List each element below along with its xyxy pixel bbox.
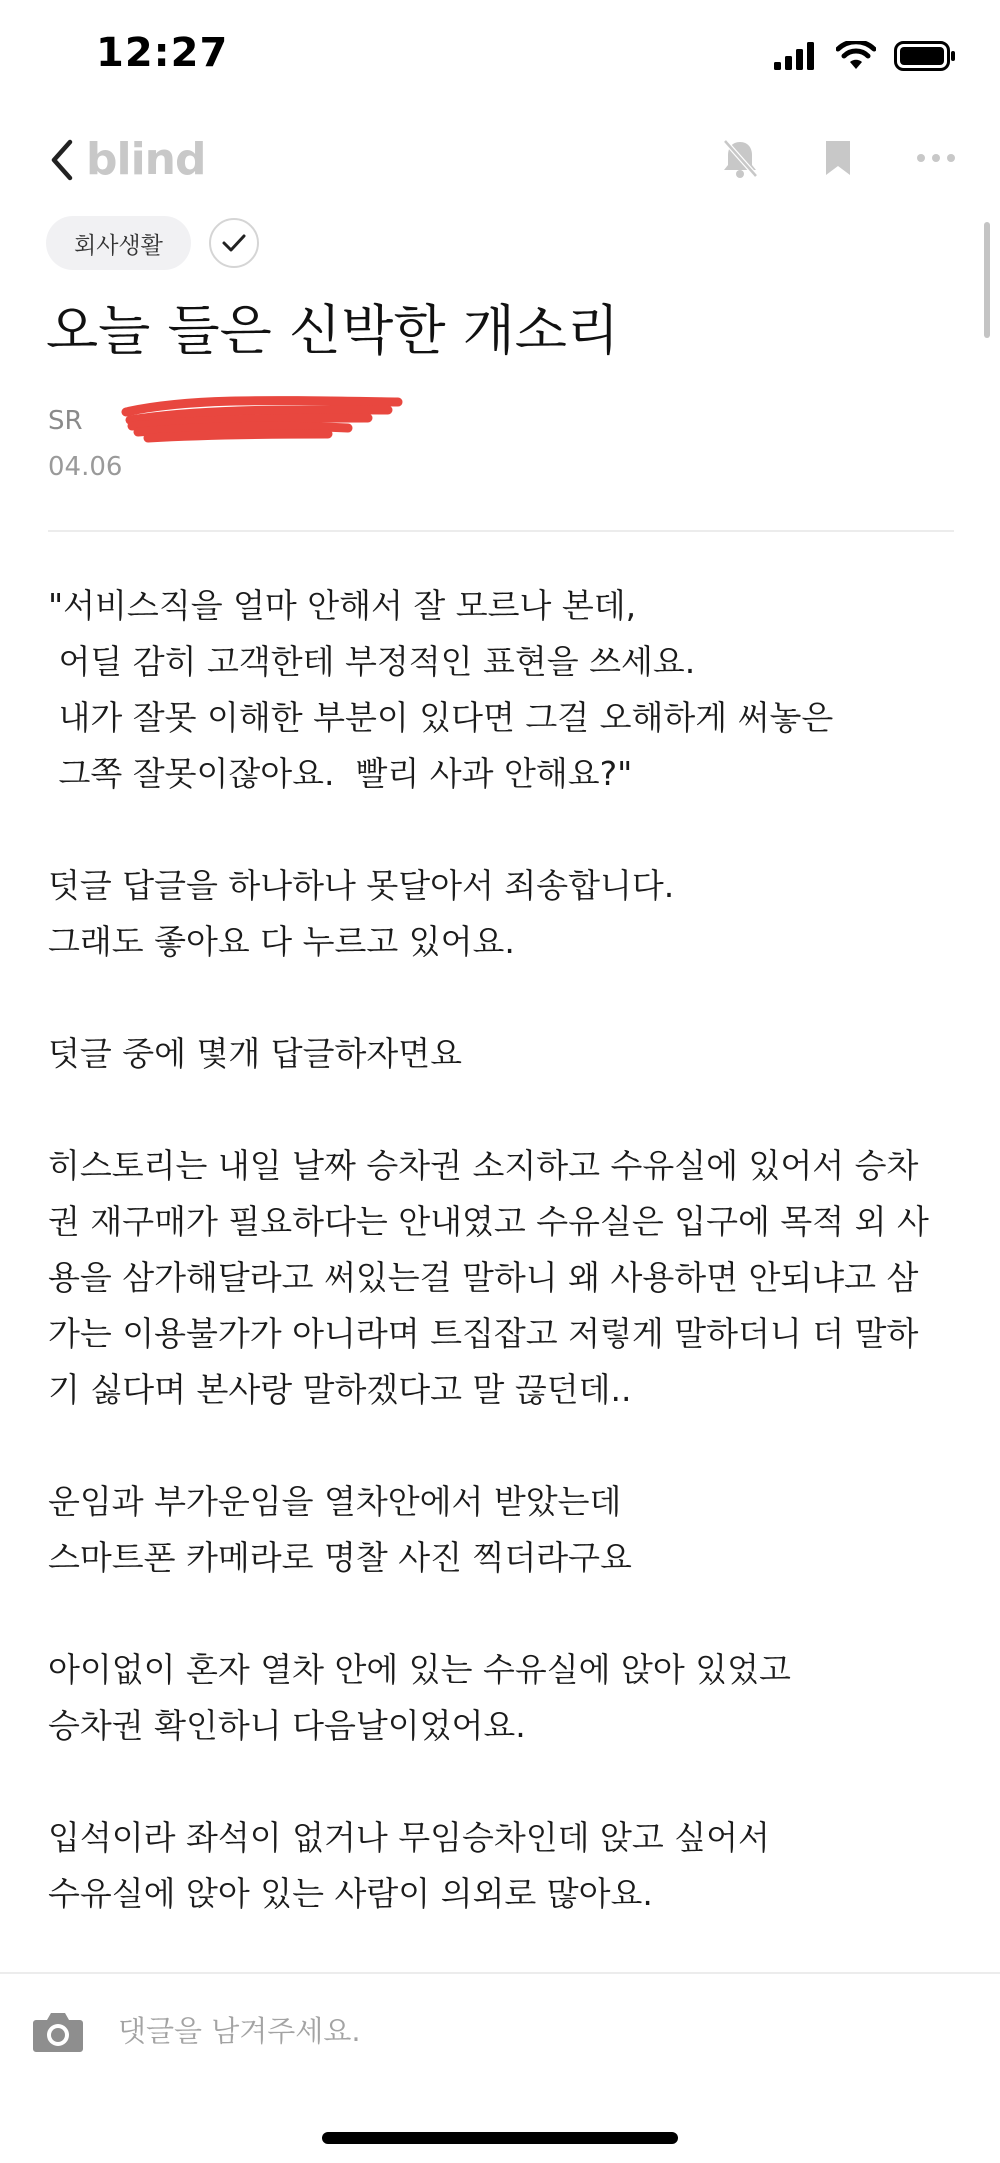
mute-notifications-button[interactable] <box>716 134 764 182</box>
wifi-icon <box>836 41 876 71</box>
blind-logo: blind <box>86 134 206 185</box>
verified-badge[interactable] <box>209 218 259 268</box>
category-row <box>46 216 259 270</box>
chevron-left-icon <box>44 132 80 188</box>
bookmark-icon <box>823 138 853 178</box>
category-chip[interactable]: 회사생활 <box>46 216 191 270</box>
author-company: SR <box>48 406 83 436</box>
checkmark-icon <box>221 232 247 254</box>
post-paragraph: 운임과 부가운임을 열차안에서 받았는데 스마트폰 카메라로 명찰 사진 찍더라구요 <box>48 1482 632 1577</box>
redaction-scribble <box>118 388 418 458</box>
status-time: 12:27 <box>96 30 229 76</box>
more-icon <box>916 153 956 163</box>
scroll-indicator[interactable] <box>984 222 990 338</box>
home-indicator <box>322 2132 678 2144</box>
post-paragraph: 입석이라 좌석이 없거나 무임승차인데 앉고 싶어서 수유실에 앉아 있는 사람이 의외로 많아요. <box>48 1818 770 1913</box>
comment-input[interactable] <box>116 2004 940 2058</box>
comment-bar <box>0 1972 1000 2084</box>
post-paragraph: "서비스직을 얼마 안해서 잘 모르나 본데, 어딜 감히 고객한테 부정적인 표현을 쓰세요. 내가 잘못 이해한 부분이 있다면 그걸 오해하게 써놓은 그쪽 잘못이잖아요. 빨리 사과 안해요?" <box>48 586 834 793</box>
more-button[interactable] <box>912 134 960 182</box>
cellular-signal-icon <box>774 42 818 70</box>
post-title: 오늘 들은 신박한 개소리 <box>46 299 620 362</box>
nav-actions <box>716 134 960 182</box>
camera-icon <box>32 2008 84 2054</box>
post-paragraph: 히스토리는 내일 날짜 승차권 소지하고 수유실에 있어서 승차 권 재구매가 필요하다는 안내였고 수유실은 입구에 목적 외 사 용을 삼가해달라고 써있는걸 말하니 왜 사용하면 안되냐고 삼 가는 이용불가가 아니라며 트집잡고 저렇게 말하더니 더 말하 기 싫다며 본사랑 말하겠다고 말 끊던데.. <box>48 1146 929 1409</box>
back-button[interactable] <box>44 132 80 188</box>
battery-icon <box>894 41 956 71</box>
nav-bar <box>0 120 1000 200</box>
status-bar <box>0 0 1000 110</box>
status-icons <box>774 36 956 76</box>
post-paragraph: 덧글 답글을 하나하나 못달아서 죄송합니다. 그래도 좋아요 다 누르고 있어요. <box>48 866 675 961</box>
camera-button[interactable] <box>32 2008 84 2054</box>
post-paragraph: 덧글 중에 몇개 답글하자면요 <box>48 1034 463 1073</box>
bell-off-icon <box>720 137 760 179</box>
post-paragraph: 아이없이 혼자 열차 안에 있는 수유실에 앉아 있었고 승차권 확인하니 다음날이었어요. <box>48 1650 791 1745</box>
post-body <box>48 578 958 1922</box>
divider <box>48 530 954 532</box>
bookmark-button[interactable] <box>814 134 862 182</box>
post-date: 04.06 <box>48 452 123 482</box>
